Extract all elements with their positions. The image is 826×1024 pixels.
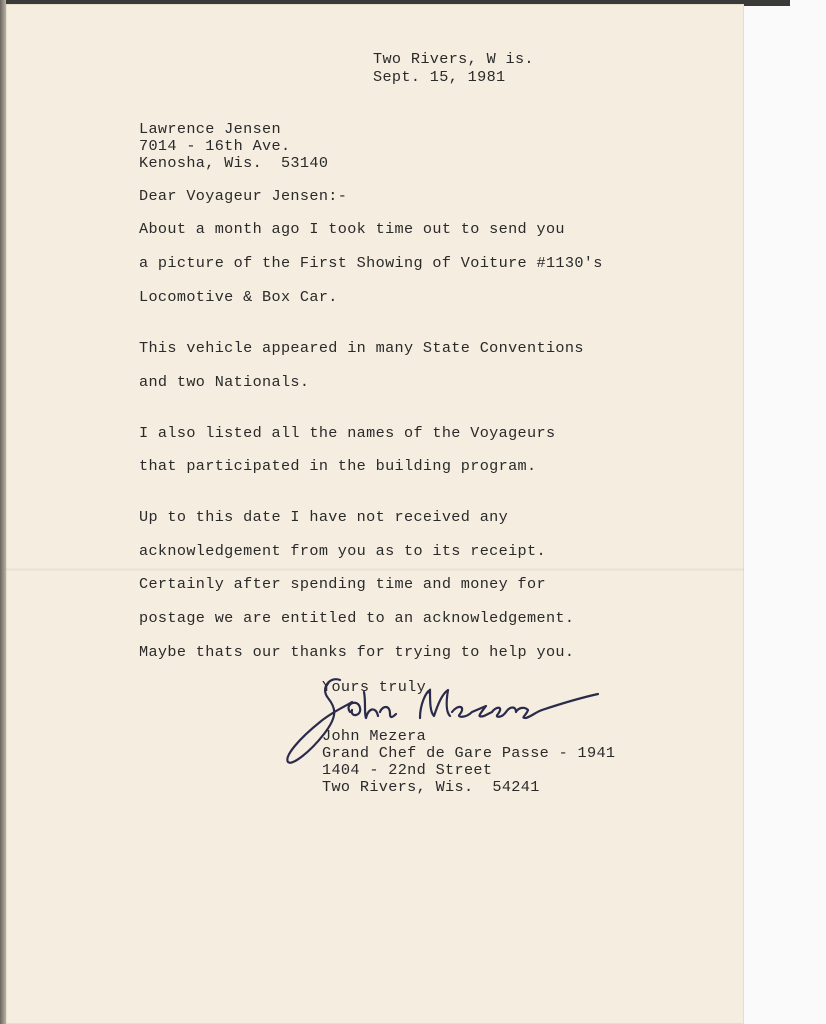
- sender-city: Two Rivers, Wis. 54241: [322, 778, 540, 796]
- body-line: Certainly after spending time and money for: [139, 575, 546, 593]
- body-line: About a month ago I took time out to send you: [139, 220, 565, 238]
- body-line: and two Nationals.: [139, 373, 310, 391]
- salutation: Dear Voyageur Jensen:-: [139, 187, 348, 205]
- sender-title: Grand Chef de Gare Passe - 1941: [322, 744, 616, 762]
- body-line: Up to this date I have not received any: [139, 508, 509, 526]
- recipient-name: Lawrence Jensen: [139, 120, 281, 138]
- paper-fold-line: [6, 568, 744, 571]
- sender-street: 1404 - 22nd Street: [322, 761, 493, 779]
- body-line: This vehicle appeared in many State Conventions: [139, 339, 584, 357]
- body-line: Locomotive & Box Car.: [139, 288, 338, 306]
- closing: Yours truly,: [322, 678, 436, 696]
- letter-place: Two Rivers, W is.: [373, 50, 534, 68]
- sender-name: John Mezera: [322, 727, 427, 745]
- recipient-city: Kenosha, Wis. 53140: [139, 154, 329, 172]
- body-line: Maybe thats our thanks for trying to help you.: [139, 643, 575, 661]
- body-line: postage we are entitled to an acknowledgement.: [139, 609, 575, 627]
- letter-date: Sept. 15, 1981: [373, 68, 506, 86]
- scan-left-edge: [0, 0, 6, 1024]
- body-line: I also listed all the names of the Voyageurs: [139, 424, 556, 442]
- body-line: acknowledgement from you as to its receipt.: [139, 542, 546, 560]
- recipient-street: 7014 - 16th Ave.: [139, 137, 291, 155]
- body-line: that participated in the building program.: [139, 457, 537, 475]
- body-line: a picture of the First Showing of Voiture #1130's: [139, 254, 603, 272]
